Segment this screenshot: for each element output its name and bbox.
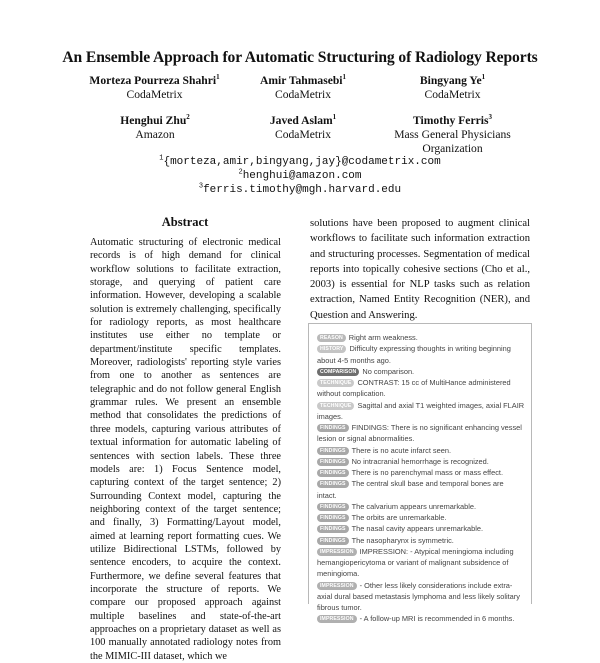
report-sentence-row bbox=[317, 343, 525, 366]
report-sentence-row bbox=[317, 467, 525, 478]
author-affiliation: Amazon bbox=[135, 128, 175, 141]
intro-paragraph: solutions have been proposed to augment clinical workflows to facilitate such information extraction and structuring processes. Segmentation of medical reports into topically cohesive sections (Cho et al., 2003) is essential for NLP tasks such as relation extraction, Named Entity Recognition (NER), and Question and Answering. bbox=[310, 218, 530, 321]
author-block bbox=[72, 74, 237, 102]
section-label-badge: TECHNIQUE bbox=[317, 379, 354, 387]
report-sentence-text: No intracranial hemorrhage is recognized. bbox=[351, 456, 489, 466]
section-label-badge: FINDINGS bbox=[317, 424, 349, 432]
section-label-badge: FINDINGS bbox=[317, 458, 349, 466]
report-sentence-text: The calvarium appears unremarkable. bbox=[351, 501, 477, 511]
report-sentence-text: - Other less likely considerations include extra-axial dural based metastasis lymphoma and less likely solitary fibrous tumor. bbox=[317, 580, 520, 612]
report-sentence-text: FINDINGS: There is no significant enhancing vessel lesion or signal abnormalities. bbox=[317, 423, 522, 444]
author-affiliation: CodaMetrix bbox=[424, 88, 481, 101]
author-name: Henghui Zhu bbox=[120, 114, 187, 127]
author-sup: 2 bbox=[186, 113, 190, 122]
author-affiliation-line2: Organization bbox=[422, 142, 483, 155]
author-name: Amir Tahmasebi bbox=[259, 74, 343, 87]
section-label-badge: FINDINGS bbox=[317, 469, 349, 477]
section-label-badge: FINDINGS bbox=[317, 447, 349, 455]
section-label-badge: TECHNIQUE bbox=[317, 402, 354, 410]
report-sentence-row bbox=[317, 478, 525, 501]
author-name: Bingyang Ye bbox=[419, 74, 482, 87]
author-sup: 1 bbox=[342, 73, 347, 82]
author-affiliation: CodaMetrix bbox=[126, 88, 183, 101]
report-sentence-text: Sagittal and axial T1 weighted images, axial FLAIR images. bbox=[317, 400, 525, 421]
email-sup: 1 bbox=[159, 154, 164, 163]
author-affiliation: Mass General Physicians bbox=[394, 128, 511, 141]
author-sup: 1 bbox=[332, 113, 337, 122]
author-name: Timothy Ferris bbox=[413, 114, 489, 127]
author-block bbox=[90, 114, 220, 142]
section-label-badge: FINDINGS bbox=[317, 480, 349, 488]
email-text: henghui@amazon.com bbox=[242, 170, 362, 182]
report-sentence-row bbox=[317, 501, 525, 512]
section-label-badge: FINDINGS bbox=[317, 537, 349, 545]
author-block bbox=[380, 114, 525, 156]
report-sentence-row bbox=[317, 377, 525, 400]
report-sentence-row bbox=[317, 546, 525, 580]
report-sentence-text: The nasopharynx is symmetric. bbox=[351, 535, 454, 545]
report-sentence-text: CONTRAST: 15 cc of MultiHance administered without complication. bbox=[317, 378, 511, 399]
author-sup: 3 bbox=[488, 113, 492, 122]
author-sup: 1 bbox=[216, 73, 220, 82]
report-sentence-row bbox=[317, 456, 525, 467]
report-sentence-row bbox=[317, 366, 525, 377]
report-sentence-row bbox=[317, 523, 525, 534]
email-line bbox=[0, 156, 600, 168]
email-sup: 3 bbox=[198, 182, 204, 191]
author-name: Javed Aslam bbox=[269, 114, 333, 127]
author-affiliation: CodaMetrix bbox=[274, 88, 332, 101]
email-line bbox=[0, 170, 600, 182]
author-affiliation: CodaMetrix bbox=[274, 128, 332, 141]
figure-rows bbox=[309, 324, 531, 625]
section-label-badge: IMPRESSION bbox=[317, 548, 357, 556]
paper-title: An Ensemble Approach for Automatic Structuring of Radiology Reports bbox=[62, 49, 538, 66]
section-label-badge: IMPRESSION bbox=[317, 582, 357, 590]
report-sentence-row bbox=[317, 400, 525, 423]
section-label-badge: REASON bbox=[317, 334, 346, 342]
report-sentence-row bbox=[317, 422, 525, 445]
email-sup: 2 bbox=[238, 168, 243, 177]
report-sentence-row bbox=[317, 445, 525, 456]
report-sentence-text: There is no acute infarct seen. bbox=[351, 445, 452, 455]
report-sentence-row bbox=[317, 613, 525, 624]
email-text: ferris.timothy@mgh.harvard.edu bbox=[203, 184, 402, 196]
report-sentence-text: - A follow-up MRI is recommended in 6 months. bbox=[359, 614, 515, 624]
abstract-text: Automatic structuring of electronic medical records is of high demand for clinical workflow solutions to facilitate extraction, storage, and querying of patient care information. However, developing a scalable solution is extremely challenging, specifically for radiology reports, as most healthcare institutes use either no template or department/institute specific templates. Moreover, radiologists' reporting style varies from one to another as sentences are telegraphic and do not follow general English grammar rules. We present an ensemble method that consolidates the predictions of three models, capturing various attributes of textual information for automatic labeling of sentences with section labels. These three models are: 1) Focus Sentence model, capturing context of the target sentence; 2) Surrounding Context model, capturing the neighboring context of the target sentence; and finally, 3) Formatting/Layout model, aimed at learning report formatting cues. We utilize Bidirectional LSTMs, followed by sentence encoders, to acquire the context. Furthermore, we define several features that incorporate the structure of reports. We compare our proposed approach against multiple baselines and state-of-the-art approaches on a proprietary dataset as well as 100 manually annotated radiology notes from the MIMIC-III dataset, which we bbox=[90, 237, 281, 662]
report-sentence-text: The nasal cavity appears unremarkable. bbox=[351, 524, 484, 534]
email-line bbox=[0, 184, 600, 196]
report-sentence-text: The orbits are unremarkable. bbox=[351, 513, 447, 522]
section-label-badge: HISTORY bbox=[317, 345, 346, 353]
report-sentence-text: There is no parenchymal mass or mass effect. bbox=[351, 468, 504, 477]
report-sentence-row bbox=[317, 535, 525, 546]
section-label-badge: IMPRESSION bbox=[317, 615, 357, 623]
author-block bbox=[238, 74, 368, 102]
author-name: Morteza Pourreza Shahri bbox=[89, 74, 217, 87]
section-label-badge: FINDINGS bbox=[317, 514, 349, 522]
report-sentence-row bbox=[317, 512, 525, 523]
report-sentence-row bbox=[317, 332, 525, 343]
section-label-badge: FINDINGS bbox=[317, 525, 349, 533]
annotated-report-figure bbox=[308, 323, 532, 624]
report-sentence-text: IMPRESSION: - Atypical meningioma including hemangiopericytoma or variant of malignant subsidence of meningioma. bbox=[317, 546, 514, 579]
author-sup: 1 bbox=[481, 73, 486, 82]
author-block bbox=[238, 114, 368, 142]
report-sentence-text: No comparison. bbox=[362, 366, 415, 376]
email-text: {morteza,amir,bingyang,jay}@codametrix.com bbox=[163, 156, 441, 168]
report-sentence-text: The central skull base and temporal bones are intact. bbox=[317, 479, 504, 500]
section-label-badge: COMPARISON bbox=[317, 368, 359, 376]
section-label-badge: FINDINGS bbox=[317, 503, 349, 511]
report-sentence-text: Difficulty expressing thoughts in writing beginning about 4-5 months ago. bbox=[317, 344, 511, 365]
author-block bbox=[385, 74, 520, 102]
report-sentence-text: Right arm weakness. bbox=[348, 333, 418, 342]
report-sentence-row bbox=[317, 580, 525, 614]
abstract-heading: Abstract bbox=[161, 215, 209, 229]
